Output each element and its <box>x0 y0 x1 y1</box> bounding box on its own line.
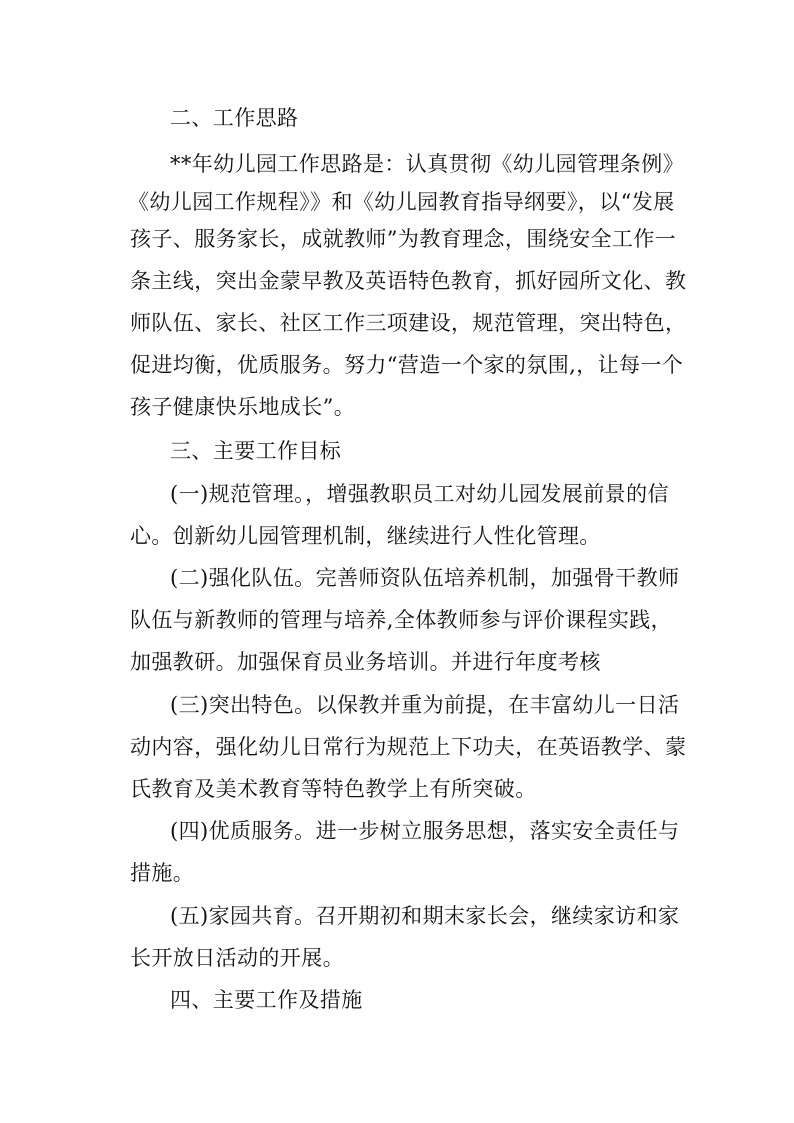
section-heading-work-approach: 二、工作思路 <box>170 106 299 130</box>
paragraph-line: 条主线，突出金蒙早教及英语特色教育，抓好园所文化、教 <box>130 269 687 293</box>
paragraph-line: 孩子健康快乐地成长”。 <box>130 395 356 419</box>
paragraph-line: 《幼儿园工作规程》》和《幼儿园教育指导纲要》，以“发展 <box>128 190 675 214</box>
paragraph-line: 心。创新幼儿园管理机制，继续进行人性化管理。 <box>130 524 601 548</box>
paragraph-line: (二)强化队伍。完善师资队伍培养机制，加强骨干教师 <box>170 566 680 590</box>
paragraph-line: 师队伍、家长、社区工作三项建设，规范管理，突出特色， <box>130 311 687 335</box>
paragraph-line: 措施。 <box>130 861 195 885</box>
paragraph-line: **年幼儿园工作思路是：认真贯彻《幼儿园管理条例》 <box>170 152 684 176</box>
paragraph-line: (五)家园共育。召开期初和期末家长会，继续家访和家 <box>170 904 680 928</box>
paragraph-line: (一)规范管理。，增强教职员工对幼儿园发展前景的信 <box>170 482 669 506</box>
paragraph-line: (三)突出特色。以保教并重为前提，在丰富幼儿一日活 <box>170 693 680 717</box>
paragraph-line: 队伍与新教师的管理与培养,全体教师参与评价课程实践， <box>130 608 673 632</box>
paragraph-line: 氏教育及美术教育等特色教学上有所突破。 <box>130 777 537 801</box>
paragraph-line: 动内容，强化幼儿日常行为规范上下功夫，在英语教学、蒙 <box>130 735 687 759</box>
paragraph-line: 加强教研。加强保育员业务培训。并进行年度考核 <box>130 650 601 674</box>
section-heading-main-goals: 三、主要工作目标 <box>170 439 342 463</box>
paragraph-line: (四)优质服务。进一步树立服务思想，落实安全责任与 <box>170 819 680 843</box>
paragraph-line: 长开放日活动的开展。 <box>130 946 344 970</box>
section-heading-main-work: 四、主要工作及措施 <box>170 988 363 1012</box>
paragraph-line: 促进均衡，优质服务。努力“营造一个家的氛围,，让每一个 <box>130 353 684 377</box>
paragraph-line: 孩子、服务家长，成就教师”为教育理念，围绕安全工作一 <box>130 227 677 251</box>
